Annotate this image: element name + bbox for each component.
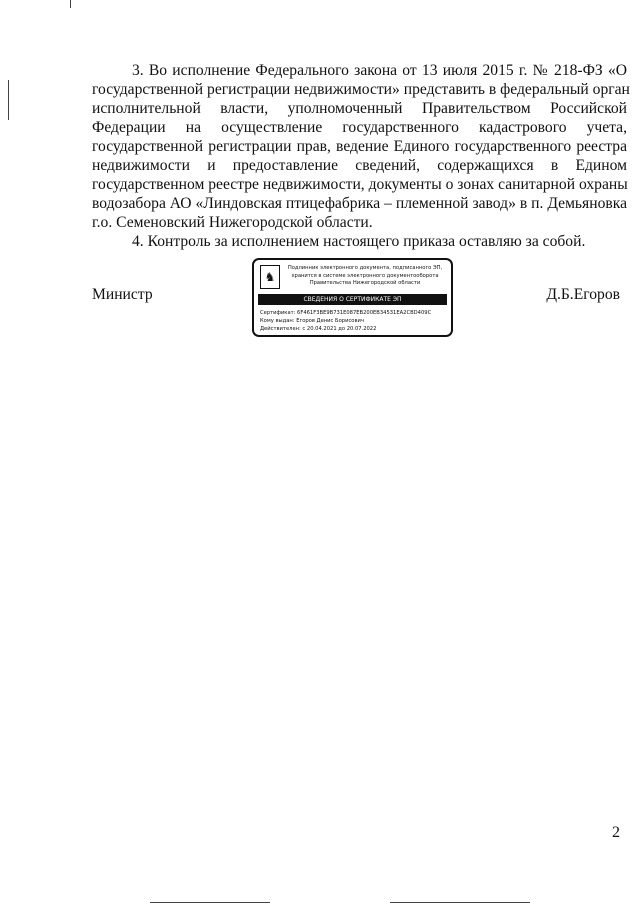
stamp-header: Подлинник электронного документа, подписанного ЭП, хранится в системе электронного документооборота Правительства Нижегородской области	[287, 265, 443, 286]
text-line: государственном реестре недвижимости, документы о зонах санитарной охраны	[92, 176, 628, 193]
text-line: исполнительной власти, уполномоченный Правительством Российской	[92, 100, 627, 117]
text-line: недвижимости и предоставление сведений, содержащихся в Едином	[92, 157, 627, 174]
coat-of-arms-icon: ♞	[260, 265, 280, 289]
stamp-certificate: Сертификат: 6F461F3BE9B731E087EB200EB34531EA2CBD409C	[260, 310, 432, 316]
bottom-edge-mark	[390, 902, 530, 903]
text-line: государственной регистрации недвижимости» представить в федеральный орган	[92, 81, 630, 98]
page-edge-mark	[70, 0, 71, 8]
page-edge-mark	[8, 80, 9, 120]
signatory-position: Министр	[92, 286, 153, 303]
stamp-issued-to: Кому выдан: Егоров Денис Борисович	[260, 318, 364, 324]
stamp-validity: Действителен: с 20.04.2021 до 20.07.2022	[260, 326, 377, 332]
text-line: государственной регистрации прав, ведение Единого государственного реестра	[92, 138, 627, 155]
page-number: 2	[612, 824, 620, 841]
paragraph-4: 4. Контроль за исполнением настоящего приказа оставляю за собой.	[132, 233, 586, 250]
signatory-name: Д.Б.Егоров	[546, 286, 620, 303]
stamp-title: СВЕДЕНИЯ О СЕРТИФИКАТЕ ЭП	[258, 294, 447, 305]
text-line: водозабора АО «Линдовская птицефабрика – племенной завод» в п. Демьяновка	[92, 195, 627, 212]
text-line: Федерации на осуществление государственного кадастрового учета,	[92, 119, 627, 136]
text-line: г.о. Семеновский Нижегородской области.	[92, 214, 373, 231]
bottom-edge-mark	[150, 902, 270, 903]
electronic-signature-stamp	[252, 258, 453, 337]
text-line: 3. Во исполнение Федерального закона от 13 июля 2015 г. № 218-ФЗ «О	[132, 62, 627, 79]
